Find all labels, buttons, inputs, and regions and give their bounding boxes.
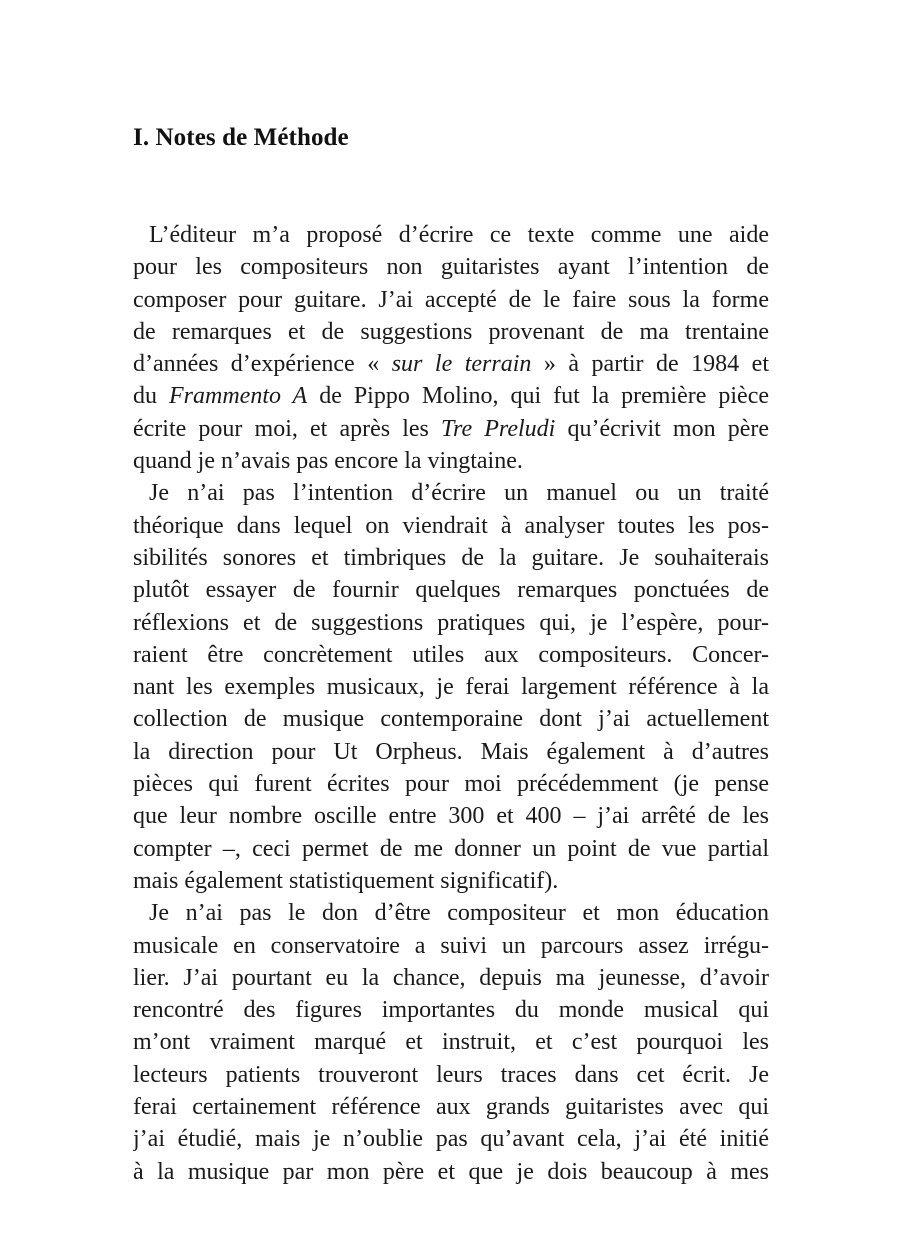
text-run: Je n’ai pas le don d’être compositeur et mon éducation [149, 900, 769, 927]
body-text [133, 219, 769, 1188]
section-heading: I. Notes de Méthode [133, 124, 349, 151]
text-run: lier. J’ai pourtant eu la chance, depuis ma jeunesse, d’avoir [133, 964, 769, 991]
text-line [133, 800, 769, 832]
text-run: m’ont vraiment marqué et instruit, et c’est pourquoi les [133, 1029, 769, 1056]
text-line [133, 607, 769, 639]
text-line [133, 962, 769, 994]
text-line [133, 316, 769, 348]
text-run: raient être concrètement utiles aux compositeurs. Concer- [133, 641, 769, 668]
text-run: de Pippo Molino, qui fut la première pièce [307, 383, 769, 410]
text-run: pour les compositeurs non guitaristes ayant l’intention de [133, 254, 769, 281]
text-line [133, 865, 769, 897]
text-run: compter –, ceci permet de me donner un point de vue partial [133, 835, 769, 862]
text-run: L’éditeur m’a proposé d’écrire ce texte comme une aide [149, 222, 769, 248]
text-run: rencontré des figures importantes du monde musical qui [133, 997, 769, 1024]
text-line [133, 251, 769, 283]
text-run: collection de musique contemporaine dont j’ai actuellement [133, 706, 769, 733]
text-run: du [133, 383, 169, 410]
text-line [133, 380, 769, 412]
text-run: pièces qui furent écrites pour moi précédemment (je pense [133, 771, 769, 798]
text-line [133, 1156, 769, 1188]
text-line [133, 1123, 769, 1155]
text-line [133, 477, 769, 509]
text-line [133, 994, 769, 1026]
text-run: la direction pour Ut Orpheus. Mais également à d’autres [133, 738, 769, 765]
text-line [133, 542, 769, 574]
text-run: théorique dans lequel on viendrait à analyser toutes les pos- [133, 512, 769, 539]
text-line [133, 768, 769, 800]
text-run: ferai certainement référence aux grands guitaristes avec qui [133, 1094, 769, 1121]
text-line [133, 1026, 769, 1058]
text-run: que leur nombre oscille entre 300 et 400 – j’ai arrêté de les [133, 803, 769, 830]
text-line [133, 639, 769, 671]
text-run: à la musique par mon père et que je dois beaucoup à mes [133, 1158, 769, 1185]
text-line [133, 574, 769, 606]
paragraph [133, 477, 769, 897]
paragraph [133, 219, 769, 477]
text-run: sibilités sonores et timbriques de la guitare. Je souhaiterais [133, 544, 769, 571]
text-line [133, 703, 769, 735]
text-line [133, 671, 769, 703]
text-run: écrite pour moi, et après les [133, 415, 441, 442]
text-run: nant les exemples musicaux, je ferai largement référence à la [133, 674, 769, 701]
text-run: mais également statistiquement significatif). [133, 867, 559, 894]
text-line [133, 413, 769, 445]
italic-title: Tre Preludi [441, 415, 556, 442]
text-run: qu’écrivit mon père [555, 415, 769, 442]
text-line [133, 219, 769, 251]
text-run: composer pour guitare. J’ai accepté de le faire sous la forme [133, 286, 769, 313]
text-line [133, 930, 769, 962]
text-run: plutôt essayer de fournir quelques remarques ponctuées de [133, 577, 769, 604]
text-run: d’années d’expérience « [133, 351, 392, 378]
text-line [133, 736, 769, 768]
text-line [133, 510, 769, 542]
paragraph [133, 897, 769, 1188]
italic-title: Frammento A [169, 383, 308, 410]
text-line [133, 1091, 769, 1123]
text-line [133, 445, 769, 477]
text-line [133, 284, 769, 316]
text-line [133, 348, 769, 380]
italic-title: sur le terrain [391, 351, 532, 378]
text-run: » à partir de 1984 et [531, 351, 769, 378]
text-run: lecteurs patients trouveront leurs traces dans cet écrit. Je [133, 1061, 769, 1088]
text-line [133, 833, 769, 865]
text-run: quand je n’avais pas encore la vingtaine. [133, 448, 523, 475]
text-run: Je n’ai pas l’intention d’écrire un manuel ou un traité [149, 480, 769, 507]
text-line [133, 1059, 769, 1091]
text-run: de remarques et de suggestions provenant de ma trentaine [133, 318, 769, 345]
text-run: réflexions et de suggestions pratiques qui, je l’espère, pour- [133, 609, 769, 636]
text-run: musicale en conservatoire a suivi un parcours assez irrégu- [133, 932, 769, 959]
text-line [133, 897, 769, 929]
text-run: j’ai étudié, mais je n’oublie pas qu’avant cela, j’ai été initié [133, 1126, 769, 1153]
